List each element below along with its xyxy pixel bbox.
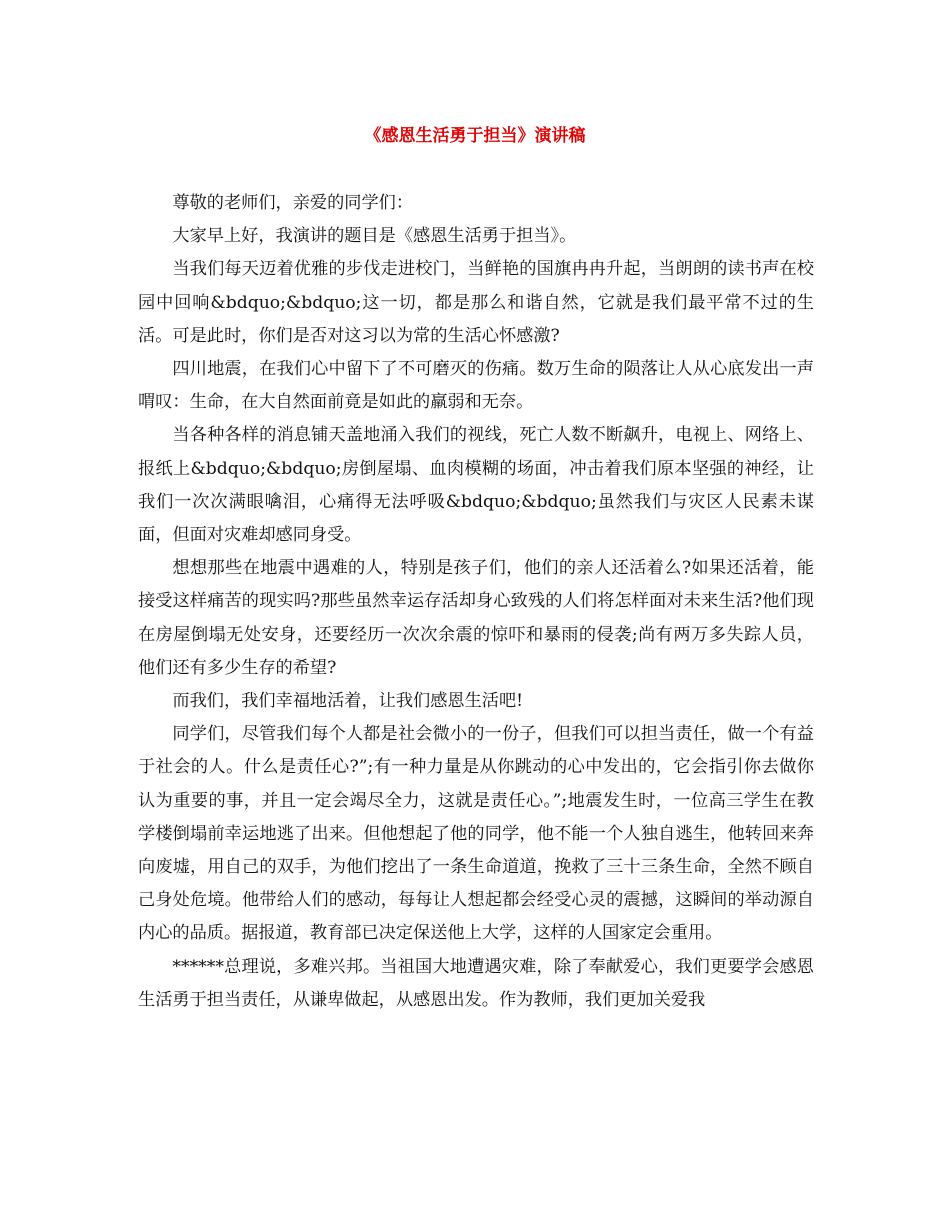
body-paragraph: 当各种各样的消息铺天盖地涌入我们的视线，死亡人数不断飙升，电视上、网络上、报纸上&bdquo;&bdquo;房倒屋塌、血肉模糊的场面，冲击着我们原本坚强的神经，让我们一次次满眼噙泪，心痛得无法呼吸&bdquo;&bdquo;虽然我们与灾区人民素未谋面，但面对灾难却感同身受。: [138, 425, 814, 546]
body-paragraph: 想想那些在地震中遇难的人，特别是孩子们，他们的亲人还活着么?如果还活着，能接受这样痛苦的现实吗?那些虽然幸运存活却身心致残的人们将怎样面对未来生活?他们现在房屋倒塌无处安身，还要经历一次次余震的惊吓和暴雨的侵袭;尚有两万多失踪人员，他们还有多少生存的希望?: [138, 558, 814, 678]
document-title: 《感恩生活勇于担当》演讲稿: [364, 126, 586, 146]
greeting-paragraph: 大家早上好，我演讲的题目是《感恩生活勇于担当》。: [172, 226, 577, 247]
body-paragraph: 而我们，我们幸福地活着，让我们感恩生活吧!: [172, 691, 524, 712]
body-paragraph: 同学们，尽管我们每个人都是社会微小的一份子，但我们可以担当责任，做一个有益于社会的人。什么是责任心?”;有一种力量是从你跳动的心中发出的，它会指引你去做你认为重要的事，并且一定会竭尽全力，这就是责任心。”;地震发生时，一位高三学生在教学楼倒塌前幸运地逃了出来。但他想起了他的同学，他不能一个人独自逃生，他转回来奔向废墟，用自己的双手，为他们挖出了一条生命道道，挽救了三十三条生命，全然不顾自己身处危境。他带给人们的感动，每每让人想起都会经受心灵的震撼，这瞬间的举动源自内心的品质。据报道，教育部已决定保送他上大学，这样的人国家定会重用。: [138, 724, 814, 944]
salutation-paragraph: 尊敬的老师们，亲爱的同学们：: [172, 193, 414, 213]
document-body: [138, 187, 814, 1017]
body-paragraph: 四川地震，在我们心中留下了不可磨灭的伤痛。数万生命的陨落让人从心底发出一声喟叹：生命，在大自然面前竟是如此的羸弱和无奈。: [138, 359, 814, 413]
body-paragraph: 当我们每天迈着优雅的步伐走进校门，当鲜艳的国旗冉冉升起，当朗朗的读书声在校园中回响&bdquo;&bdquo;这一切，都是那么和谐自然，它就是我们最平常不过的生活。可是此时，你们是否对这习以为常的生活心怀感激?: [138, 259, 814, 346]
body-paragraph: ******总理说，多难兴邦。当祖国大地遭遇灾难，除了奉献爱心，我们更要学会感恩生活勇于担当责任，从谦卑做起，从感恩出发。作为教师，我们更加关爱我: [138, 956, 814, 1010]
